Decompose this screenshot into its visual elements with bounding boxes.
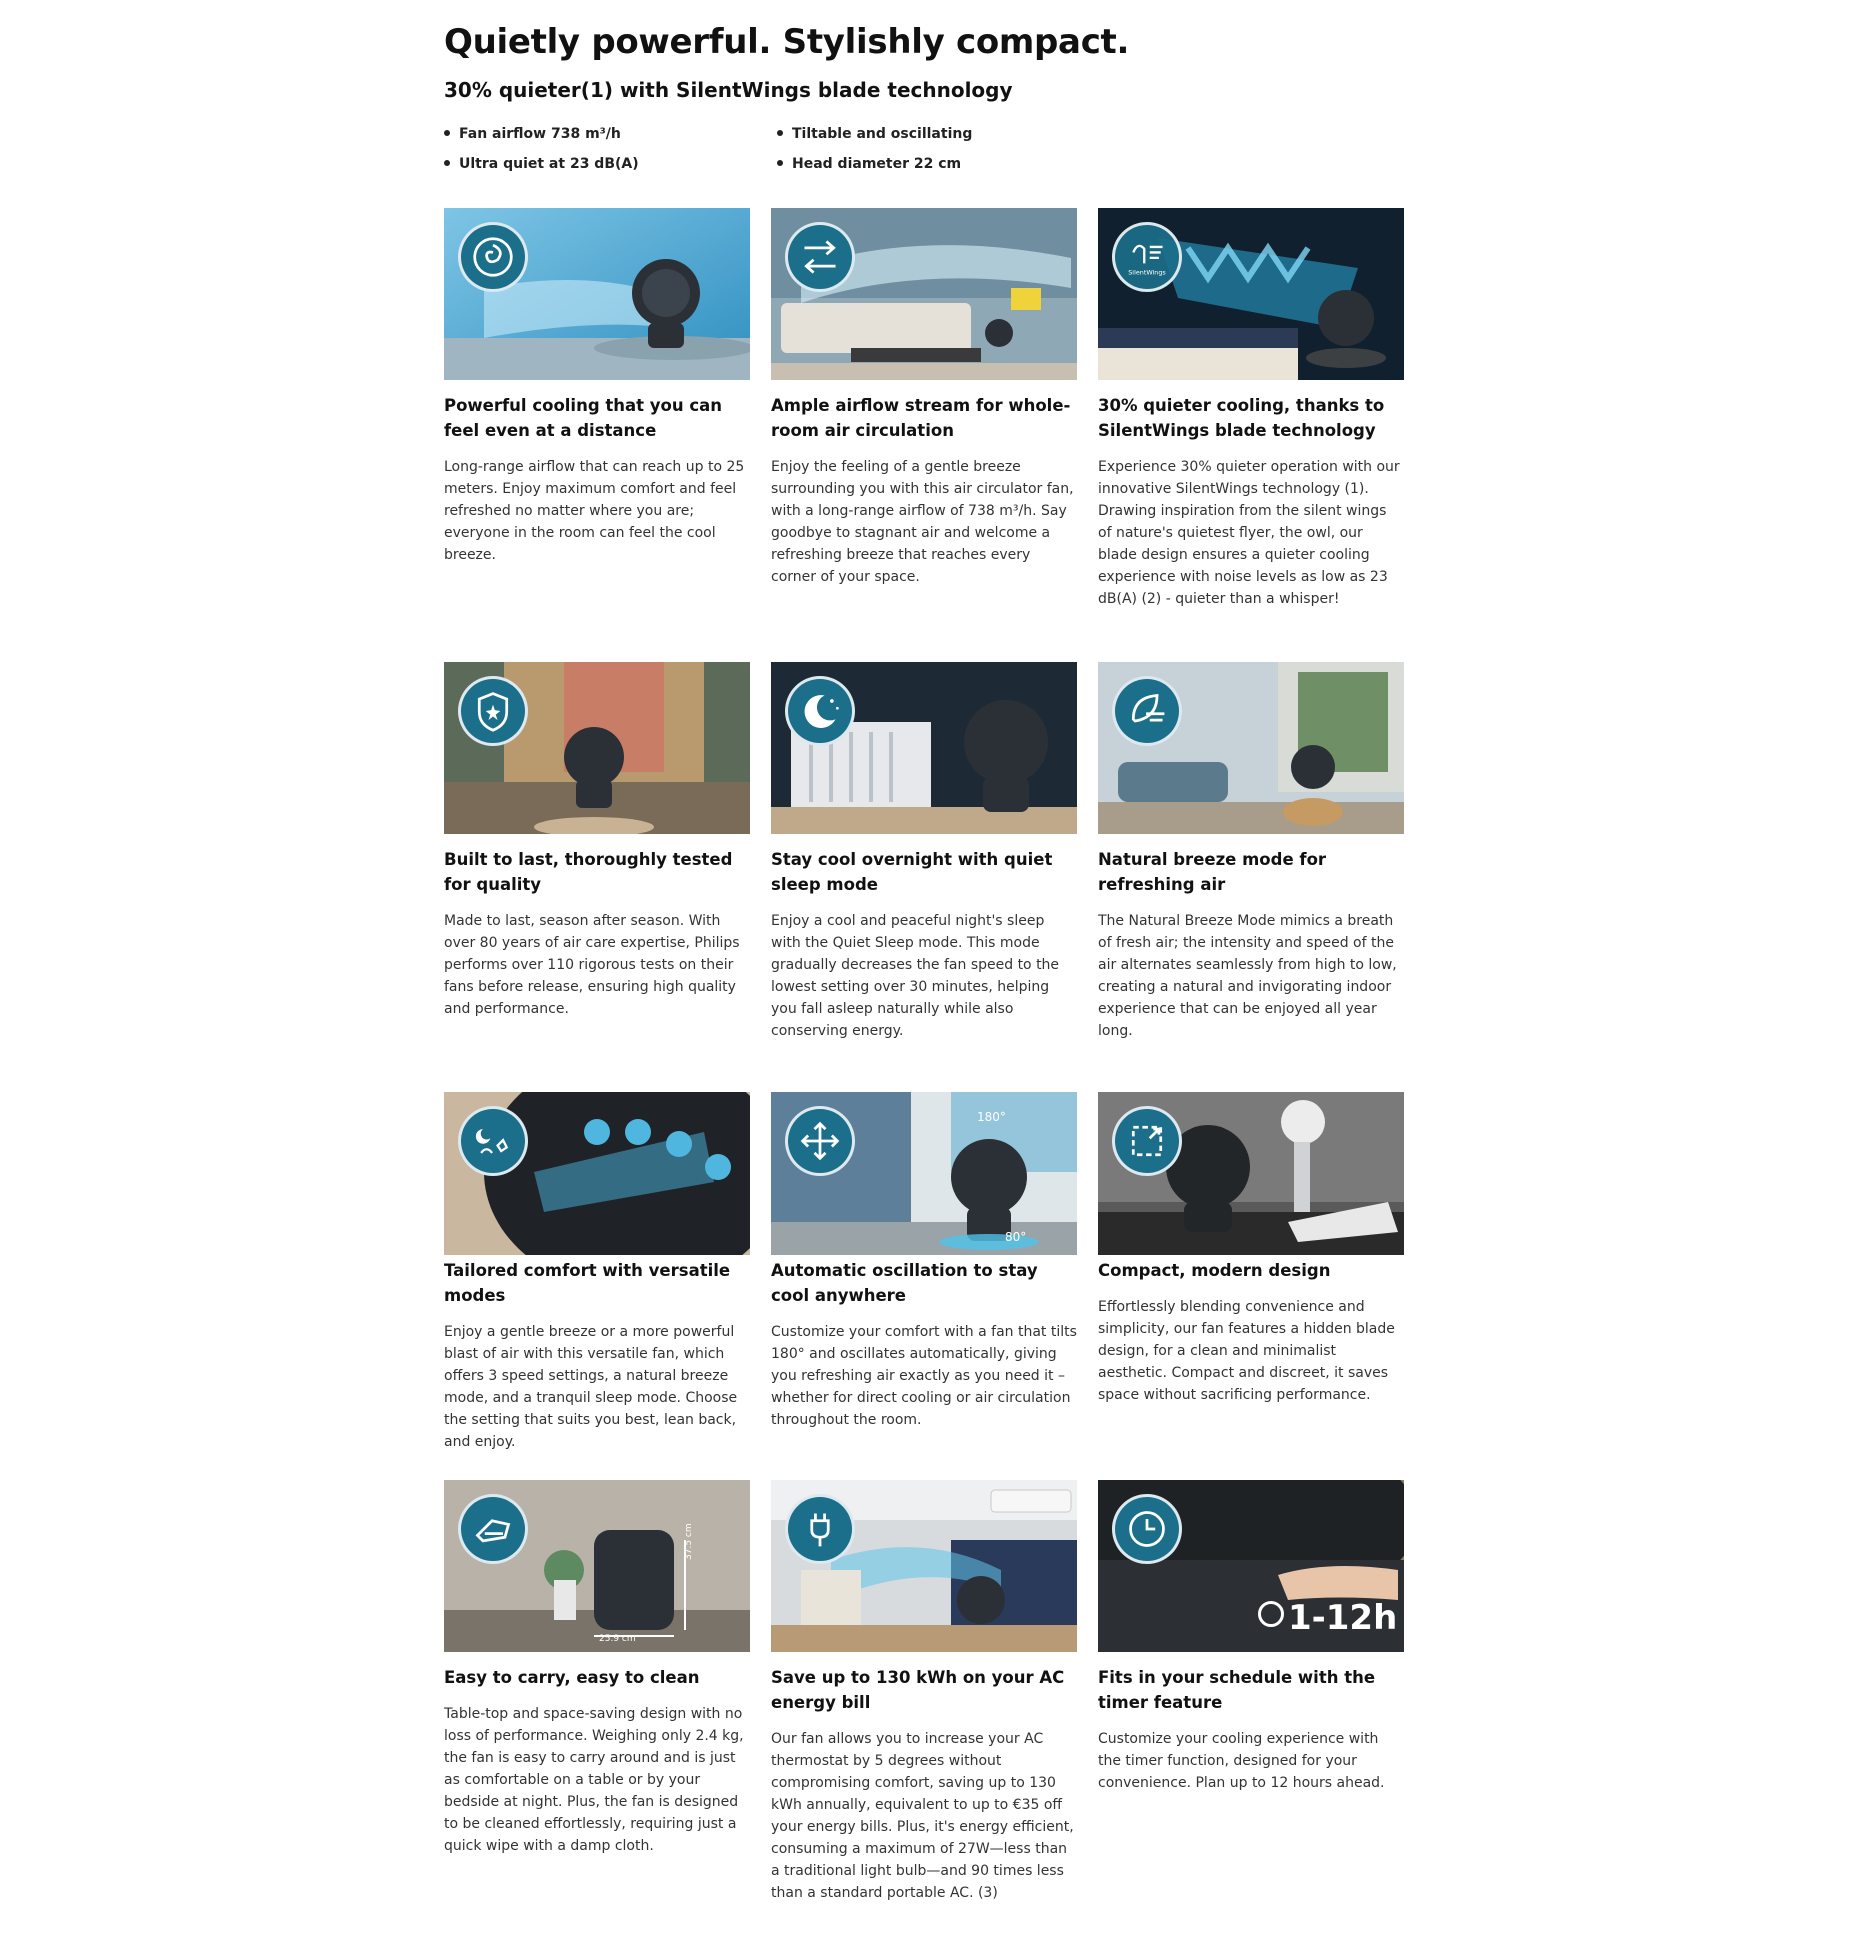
feature-card-compact-design [1098, 1092, 1404, 1406]
width-dimension-label: 25.9 cm [599, 1634, 636, 1644]
energy-plug-leaf-icon [785, 1494, 855, 1564]
spec-airflow [444, 126, 621, 142]
feature-card-versatile-modes [444, 1092, 750, 1453]
feature-card-easy-carry [444, 1480, 750, 1857]
feature-card-oscillation [771, 1092, 1077, 1431]
oscillation-arrows-icon [785, 1106, 855, 1176]
page-subtitle: 30% quieter(1) with SilentWings blade technology [444, 78, 1013, 102]
feature-card-ample-airflow [771, 208, 1077, 588]
page-title: Quietly powerful. Stylishly compact. [444, 22, 1130, 62]
height-dimension-label: 37.5 cm [684, 1523, 694, 1560]
feature-description: Enjoy the feeling of a gentle breeze surrounding you with this air circulator fan, with a long-range airflow of 738 m³/h. Say goodbye to stagnant air and welcome a refreshing breeze that reaches every corner of your space. [771, 459, 1074, 585]
modes-icon [458, 1106, 528, 1176]
feature-card-built-to-last [444, 662, 750, 1020]
feature-image [444, 1092, 750, 1255]
feature-image [444, 1480, 750, 1652]
feature-title: Fits in your schedule with the timer feature [1098, 1668, 1376, 1712]
spec-text: Head diameter 22 cm [792, 156, 962, 172]
feature-card-quiet-sleep [771, 662, 1077, 1042]
feature-title: Powerful cooling that you can feel even at a distance [444, 396, 723, 440]
easy-clean-icon [458, 1494, 528, 1564]
feature-description: Enjoy a cool and peaceful night's sleep with the Quiet Sleep mode. This mode gradually decreases the fan speed to the lowest setting over 30 minutes, helping you fall asleep naturally while also conserving energy. [771, 913, 1060, 1039]
feature-title: Ample airflow stream for whole-room air circulation [771, 396, 1071, 440]
feature-card-energy-saving [771, 1480, 1077, 1904]
spec-noise [444, 156, 639, 172]
timer-clock-icon [1112, 1494, 1182, 1564]
feature-title: Natural breeze mode for refreshing air [1098, 850, 1327, 894]
feature-image [771, 662, 1077, 834]
feature-description: Long-range airflow that can reach up to 25 meters. Enjoy maximum comfort and feel refreshed no matter where you are; everyone in the room can feel the cool breeze. [444, 459, 745, 563]
feature-card-powerful-cooling [444, 208, 750, 566]
feature-description: Experience 30% quieter operation with our innovative SilentWings technology (1). Drawing inspiration from the silent wings of nature's quietest flyer, the owl, our blade design ensures a quieter cooling experience with noise levels as low as 23 dB(A) (2) - quieter than a whisper! [1098, 459, 1400, 607]
feature-image [1098, 662, 1404, 834]
feature-description: The Natural Breeze Mode mimics a breath of fresh air; the intensity and speed of the air alternates seamlessly from high to low, creating a natural and invigorating indoor experience that can be enjoyed all year long. [1098, 913, 1397, 1039]
feature-title: Tailored comfort with versatile modes [444, 1261, 731, 1305]
feature-description: Our fan allows you to increase your AC thermostat by 5 degrees without compromising comfort, saving up to 130 kWh annually, equivalent to up to €35 off your energy bills. Plus, it's energy efficient, consuming a maximum of 27W—less than a traditional light bulb—and 90 times less than a standard portable AC. (3) [771, 1731, 1074, 1901]
tilt-angle-label: 180° [977, 1110, 1006, 1124]
quality-shield-icon [458, 676, 528, 746]
feature-image [771, 1480, 1077, 1652]
feature-card-timer [1098, 1480, 1404, 1794]
feature-title: 30% quieter cooling, thanks to SilentWings blade technology [1098, 396, 1385, 440]
feature-card-natural-breeze [1098, 662, 1404, 1042]
silentwings-label: SilentWings [1128, 268, 1166, 277]
silentwings-owl-icon [1112, 222, 1182, 292]
feature-title: Compact, modern design [1098, 1261, 1331, 1280]
feature-description: Made to last, season after season. With over 80 years of air care expertise, Philips performs over 110 rigorous tests on their fans before release, ensuring high quality and performance. [444, 913, 740, 1017]
feature-description: Effortlessly blending convenience and simplicity, our fan features a hidden blade design, for a clean and minimalist aesthetic. Compact and discreet, it saves space without sacrificing performance. [1098, 1299, 1395, 1403]
sleep-moon-icon [785, 676, 855, 746]
timer-range-text: 1-12h [1288, 1598, 1398, 1638]
feature-image [1098, 208, 1404, 380]
feature-title: Automatic oscillation to stay cool anywhere [771, 1261, 1038, 1305]
bullet-icon [444, 160, 450, 166]
oscillation-angle-label: 80° [1005, 1230, 1027, 1244]
feature-image [444, 208, 750, 380]
bullet-icon [444, 130, 450, 136]
spec-text: Fan airflow 738 m³/h [459, 126, 621, 142]
feature-image [444, 662, 750, 834]
feature-title: Easy to carry, easy to clean [444, 1668, 700, 1687]
compact-frame-icon [1112, 1106, 1182, 1176]
clock-icon [1258, 1601, 1284, 1627]
feature-description: Enjoy a gentle breeze or a more powerful blast of air with this versatile fan, which offers 3 speed settings, a natural breeze mode, and a tranquil sleep mode. Choose the setting that suits you best, lean back, and enjoy. [444, 1324, 738, 1450]
feature-description: Customize your comfort with a fan that tilts 180° and oscillates automatically, giving you refreshing air exactly as you need it – whether for direct cooling or air circulation throughout the room. [771, 1324, 1077, 1428]
feature-image [1098, 1480, 1404, 1652]
feature-description: Customize your cooling experience with the timer function, designed for your convenience. Plan up to 12 hours ahead. [1098, 1731, 1385, 1791]
spec-text: Tiltable and oscillating [792, 126, 973, 142]
feature-description: Table-top and space-saving design with no loss of performance. Weighing only 2.4 kg, the fan is easy to carry around and is just as comfortable on a table or by your bedside at night. Plus, the fan is designed to be cleaned effortlessly, requiring just a quick wipe with a damp cloth. [444, 1706, 744, 1854]
bullet-icon [777, 130, 783, 136]
feature-title: Save up to 130 kWh on your AC energy bill [771, 1668, 1065, 1712]
feature-image [771, 1092, 1077, 1255]
feature-card-silentwings [1098, 208, 1404, 610]
airflow-swirl-icon [458, 222, 528, 292]
spec-head-diameter [777, 156, 961, 172]
feature-image [771, 208, 1077, 380]
spec-text: Ultra quiet at 23 dB(A) [459, 156, 639, 172]
timer-range-label [1258, 1598, 1397, 1638]
bullet-icon [777, 160, 783, 166]
feature-title: Built to last, thoroughly tested for quality [444, 850, 733, 894]
feature-image [1098, 1092, 1404, 1255]
spec-tiltable [777, 126, 972, 142]
natural-breeze-leaf-icon [1112, 676, 1182, 746]
feature-title: Stay cool overnight with quiet sleep mode [771, 850, 1053, 894]
air-circulation-arrows-icon [785, 222, 855, 292]
